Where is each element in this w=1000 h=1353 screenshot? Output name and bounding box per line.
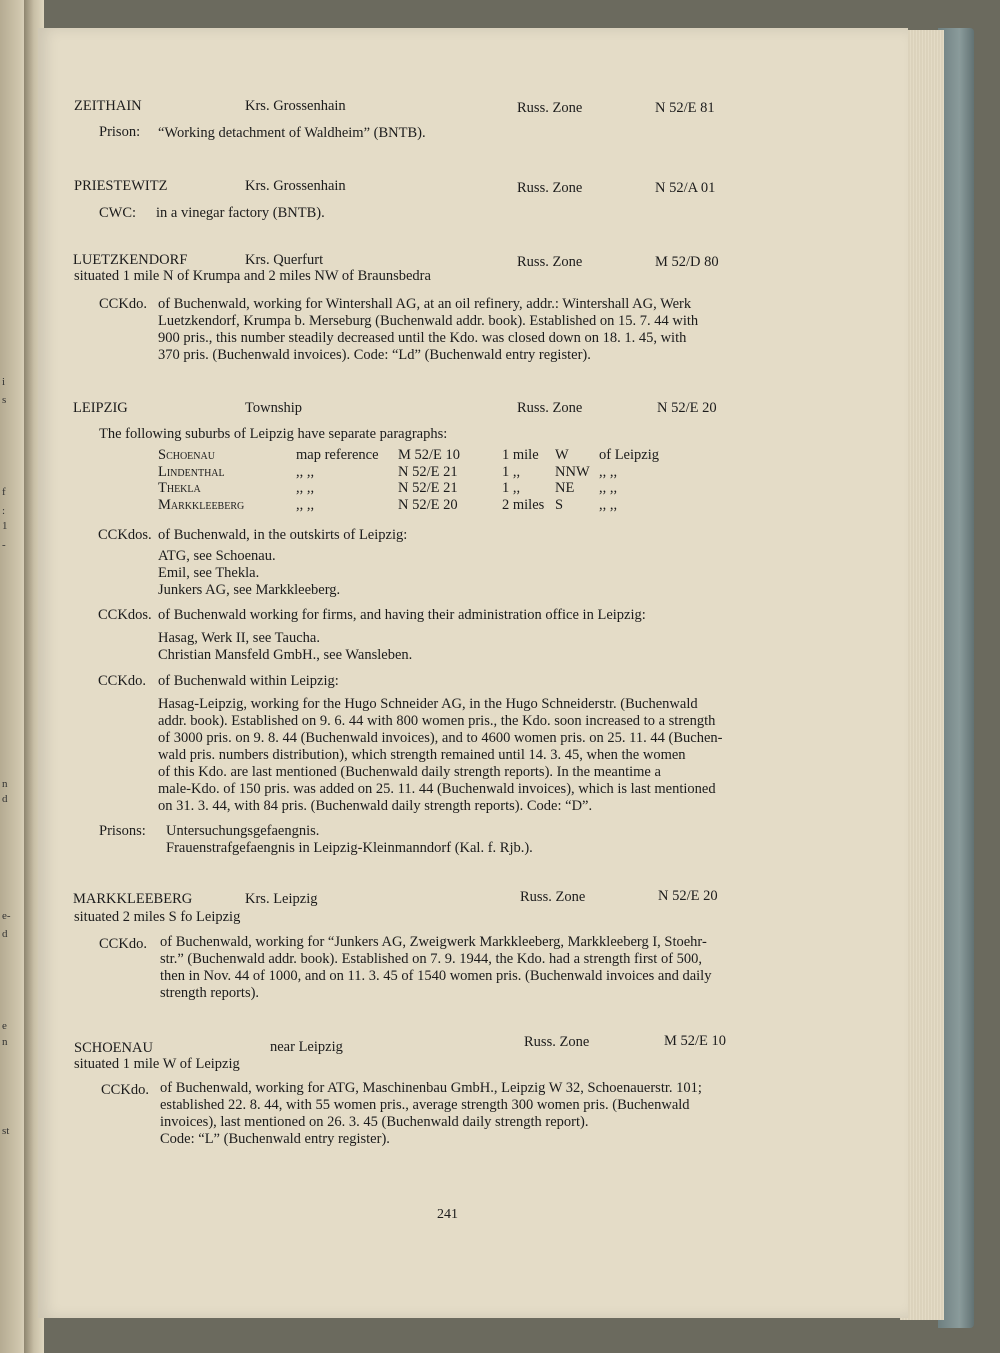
entry-grid-zeithain: N 52/E 81: [655, 100, 715, 116]
ckdos-text-1: of Buchenwald, in the outskirts of Leipzig:: [158, 527, 408, 543]
entry-zone-priestewitz: Russ. Zone: [517, 180, 583, 196]
text-line: of 3000 pris. on 9. 8. 44 (Buchenwald invoices), and to 4600 women pris. on 25. 11. 44 (Buchen-: [158, 730, 723, 746]
ckdo-label-luetzkendorf: CCKdo.: [99, 296, 147, 312]
text-line: of Buchenwald, working for ATG, Maschinenbau GmbH., Leipzig W 32, Schoenauerstr. 101;: [160, 1080, 702, 1096]
margin-fragment: 1: [2, 520, 8, 532]
margin-fragment: s: [2, 394, 7, 406]
suburb-dist: 2 miles: [502, 496, 545, 513]
page-number: 241: [437, 1207, 458, 1222]
suburb-name: Thekla: [158, 480, 201, 496]
text-line: 370 pris. (Buchenwald invoices). Code: “Ld” (Buchenwald entry register).: [158, 347, 591, 363]
prison-text: “Working detachment of Waldheim” (BNTB).: [158, 125, 426, 141]
ckdos-item: ATG, see Schoenau.: [158, 548, 276, 564]
entry-district-markkleeberg: Krs. Leipzig: [245, 891, 318, 907]
entry-name-priestewitz: PRIESTEWITZ: [74, 178, 168, 194]
entry-name-zeithain: ZEITHAIN: [74, 98, 142, 114]
prison-item: Untersuchungsgefaengnis.: [166, 823, 320, 839]
suburb-grid: N 52/E 21: [398, 463, 458, 480]
suburbs-intro: The following suburbs of Leipzig have separate paragraphs:: [99, 426, 448, 442]
entry-district-leipzig: Township: [245, 400, 302, 416]
ckdos-text-2: of Buchenwald working for firms, and having their administration office in Leipzig:: [158, 607, 646, 623]
ckdo-body-schoenau: [160, 1080, 820, 1148]
text-line: Hasag-Leipzig, working for the Hugo Schneider AG, in the Hugo Schneiderstr. (Buchenwald: [158, 696, 698, 712]
text-line: wald pris. numbers distribution), which strength remained until 14. 3. 45, when the women: [158, 747, 686, 763]
ckdo-label-markkleeberg: CCKdo.: [99, 936, 147, 952]
entry-zone-markkleeberg: Russ. Zone: [520, 889, 586, 905]
margin-fragment: n: [2, 1036, 8, 1048]
ckdo-body-markkleeberg: [160, 934, 820, 1002]
text-line: male-Kdo. of 150 pris. was added on 25. 11. 44 (Buchenwald invoices), which is last mentioned: [158, 781, 716, 797]
entry-district-luetzkendorf: Krs. Querfurt: [245, 252, 324, 268]
suburb-of: ,, ,,: [599, 463, 618, 480]
cwc-label: CWC:: [99, 205, 137, 221]
text-line: Luetzkendorf, Krumpa b. Merseburg (Buchenwald addr. book). Established on 15. 7. 44 with: [158, 313, 699, 329]
suburb-ref: ,, ,,: [296, 480, 315, 496]
entry-zone-leipzig: Russ. Zone: [517, 400, 583, 416]
margin-fragment: -: [2, 539, 6, 551]
entry-name-markkleeberg: MARKKLEEBERG: [73, 891, 193, 907]
margin-fragment: n: [2, 778, 8, 790]
entry-district-zeithain: Krs. Grossenhain: [245, 98, 346, 114]
situated-schoenau: situated 1 mile W of Leipzig: [74, 1056, 240, 1072]
margin-fragment: st: [2, 1125, 10, 1137]
text-line: str.” (Buchenwald addr. book). Established on 7. 9. 1944, the Kdo. had a strength first of 500,: [160, 951, 703, 967]
text-line: of Buchenwald, working for Wintershall AG, at an oil refinery, addr.: Wintershall AG, Werk: [158, 296, 692, 312]
suburb-dist: 1 ,,: [502, 480, 521, 496]
suburb-ref: ,, ,,: [296, 463, 315, 480]
suburb-dir: NNW: [555, 463, 590, 480]
entry-district-schoenau: near Leipzig: [270, 1039, 343, 1055]
suburb-dist: 1 ,,: [502, 463, 521, 480]
suburb-of: of Leipzig: [599, 447, 659, 463]
suburb-ref: map reference: [296, 447, 379, 463]
suburb-name: Schoenau: [158, 447, 215, 463]
ckdo-text-3: of Buchenwald within Leipzig:: [158, 673, 339, 689]
entry-name-schoenau: SCHOENAU: [74, 1040, 153, 1056]
margin-fragment: d: [2, 928, 8, 940]
entry-zone-schoenau: Russ. Zone: [524, 1034, 590, 1050]
text-line: on 31. 3. 44, with 84 pris. (Buchenwald daily strength reports). Code: “D”.: [158, 798, 593, 814]
text-line: then in Nov. 44 of 1000, and on 11. 3. 45 of 1540 women pris. (Buchenwald invoices and daily: [160, 968, 712, 984]
margin-fragment: e: [2, 1020, 7, 1032]
suburb-name: Markkleeberg: [158, 496, 245, 513]
text-line: of this Kdo. are last mentioned (Buchenwald daily strength reports). In the meantime a: [158, 764, 661, 780]
situated-luetzkendorf: situated 1 mile N of Krumpa and 2 miles NW of Braunsbedra: [74, 268, 431, 284]
prison-item: Frauenstrafgefaengnis in Leipzig-Kleinmanndorf (Kal. f. Rjb.).: [166, 840, 533, 856]
entry-grid-markkleeberg: N 52/E 20: [658, 888, 718, 904]
text-line: strength reports).: [160, 985, 260, 1001]
margin-fragment: :: [2, 505, 6, 517]
entry-zone-zeithain: Russ. Zone: [517, 100, 583, 116]
ckdo-label-schoenau: CCKdo.: [101, 1082, 149, 1098]
ckdos-item: Christian Mansfeld GmbH., see Wansleben.: [158, 647, 413, 663]
margin-fragment: d: [2, 793, 8, 805]
entry-grid-priestewitz: N 52/A 01: [655, 180, 716, 196]
margin-fragment: i: [2, 376, 6, 388]
entry-grid-luetzkendorf: M 52/D 80: [655, 254, 719, 270]
entry-grid-schoenau: M 52/E 10: [664, 1033, 727, 1049]
entry-grid-leipzig: N 52/E 20: [657, 400, 717, 416]
ckdo-body-leipzig: [158, 696, 818, 815]
suburb-name: Lindenthal: [158, 463, 225, 480]
text-line: Code: “L” (Buchenwald entry register).: [160, 1131, 390, 1147]
text-line: addr. book). Established on 9. 6. 44 with 800 women pris., the Kdo. soon increased to a strength: [158, 713, 716, 729]
ckdos-label-2: CCKdos.: [98, 607, 152, 623]
ckdo-body-luetzkendorf: [158, 296, 818, 364]
prisons-label: Prisons:: [99, 823, 146, 839]
cwc-text: in a vinegar factory (BNTB).: [156, 205, 325, 221]
suburb-dist: 1 mile: [502, 447, 539, 463]
suburb-grid: N 52/E 21: [398, 480, 458, 496]
text-line: established 22. 8. 44, with 55 women pris., average strength 300 women pris. (Buchenwald: [160, 1097, 690, 1113]
suburb-of: ,, ,,: [599, 496, 618, 513]
text-line: of Buchenwald, working for “Junkers AG, Zweigwerk Markkleeberg, Markkleeberg I, Stoehr-: [160, 934, 707, 950]
suburb-grid: N 52/E 20: [398, 496, 458, 513]
suburb-dir: W: [555, 447, 569, 463]
ckdo-label-3: CCKdo.: [98, 673, 146, 689]
margin-fragment: f: [2, 486, 6, 498]
suburb-ref: ,, ,,: [296, 496, 315, 513]
entry-name-leipzig: LEIPZIG: [73, 400, 128, 416]
suburb-dir: S: [555, 496, 564, 513]
suburb-of: ,, ,,: [599, 480, 618, 496]
prison-label: Prison:: [99, 124, 141, 140]
suburb-grid: M 52/E 10: [398, 447, 461, 463]
entry-name-luetzkendorf: LUETZKENDORF: [73, 252, 188, 268]
text-line: invoices), last mentioned on 26. 3. 45 (Buchenwald daily strength report).: [160, 1114, 589, 1130]
situated-markkleeberg: situated 2 miles S fo Leipzig: [74, 909, 241, 925]
entry-district-priestewitz: Krs. Grossenhain: [245, 178, 346, 194]
ckdos-item: Junkers AG, see Markkleeberg.: [158, 582, 341, 598]
text-line: 900 pris., this number steadily decreased until the Kdo. was closed down on 18. 1. 45, with: [158, 330, 687, 346]
margin-fragment: e-: [2, 910, 11, 922]
ckdos-item: Hasag, Werk II, see Taucha.: [158, 630, 320, 646]
suburb-dir: NE: [555, 480, 575, 496]
entry-zone-luetzkendorf: Russ. Zone: [517, 254, 583, 270]
ckdos-label-1: CCKdos.: [98, 527, 152, 543]
ckdos-item: Emil, see Thekla.: [158, 565, 260, 581]
